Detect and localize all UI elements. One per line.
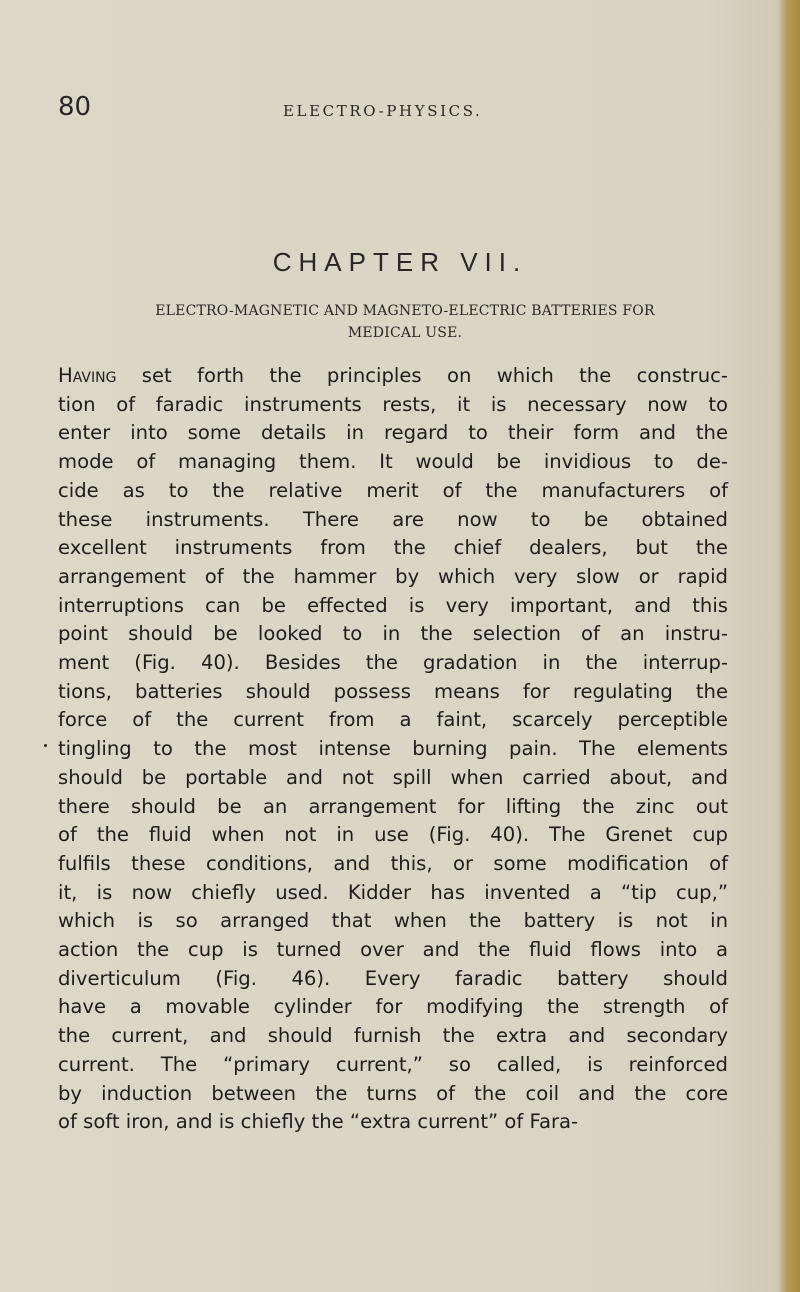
chapter-subtitle-line: ELECTRO-MAGNETIC AND MAGNETO-ELECTRIC BATTERIES FOR xyxy=(155,303,655,319)
text-line: there should be an arrangement for lifting the zinc out xyxy=(58,794,728,818)
text-line: tingling to the most intense burning pain. The elements xyxy=(58,737,728,761)
text-line: the current, and should furnish the extra and secondary xyxy=(58,1024,728,1048)
chapter-subtitle xyxy=(100,300,710,344)
text-line xyxy=(58,362,728,391)
text-line: point should be looked to in the selection of an instru- xyxy=(58,622,728,646)
text-line: mode of managing them. It would be invidious to de- xyxy=(58,450,728,474)
text-line: by induction between the turns of the coil and the core xyxy=(58,1081,728,1105)
text-line: force of the current from a faint, scarcely perceptible xyxy=(58,708,728,732)
page-header xyxy=(58,92,708,132)
text-line: diverticulum (Fig. 46). Every faradic battery should xyxy=(58,966,728,990)
text-line: arrangement of the hammer by which very slow or rapid xyxy=(58,564,728,588)
chapter-subtitle-line: MEDICAL USE. xyxy=(347,325,463,341)
text-line: it, is now chiefly used. Kidder has invented a “tip cup,” xyxy=(58,880,728,904)
page-number: 80 xyxy=(58,92,92,122)
text-line: enter into some details in regard to their form and the xyxy=(58,421,728,445)
text-line: fulfils these conditions, and this, or some modification of xyxy=(58,851,728,875)
text-line: which is so arranged that when the battery is not in xyxy=(58,909,728,933)
text-line-rest: set forth the principles on which the construc- xyxy=(116,364,728,387)
text-line: have a movable cylinder for modifying the strength of xyxy=(58,995,728,1019)
text-line: action the cup is turned over and the fluid flows into a xyxy=(58,938,728,962)
body-paragraph xyxy=(58,362,728,1137)
text-line: of the fluid when not in use (Fig. 40). The Grenet cup xyxy=(58,823,728,847)
text-line: excellent instruments from the chief dealers, but the xyxy=(58,536,728,560)
text-line: tions, batteries should possess means for regulating the xyxy=(58,679,728,703)
chapter-title: CHAPTER VII. xyxy=(272,247,528,277)
text-line: cide as to the relative merit of the manufacturers of xyxy=(58,478,728,502)
text-line: ment (Fig. 40). Besides the gradation in the interrup- xyxy=(58,651,728,675)
stray-ink-mark xyxy=(44,744,47,747)
text-line: of soft iron, and is chiefly the “extra current” of Fara- xyxy=(58,1110,579,1134)
text-line: should be portable and not spill when carried about, and xyxy=(58,765,728,789)
text-line: current. The “primary current,” so called, is reinforced xyxy=(58,1052,728,1076)
text-line: interruptions can be effected is very important, and this xyxy=(58,593,728,617)
running-head: ELECTRO-PHYSICS. xyxy=(283,102,483,120)
drop-word: Having xyxy=(58,364,117,387)
text-line: these instruments. There are now to be obtained xyxy=(58,507,728,531)
text-line: tion of faradic instruments rests, it is necessary now to xyxy=(58,392,728,416)
page-edge xyxy=(778,0,800,1292)
